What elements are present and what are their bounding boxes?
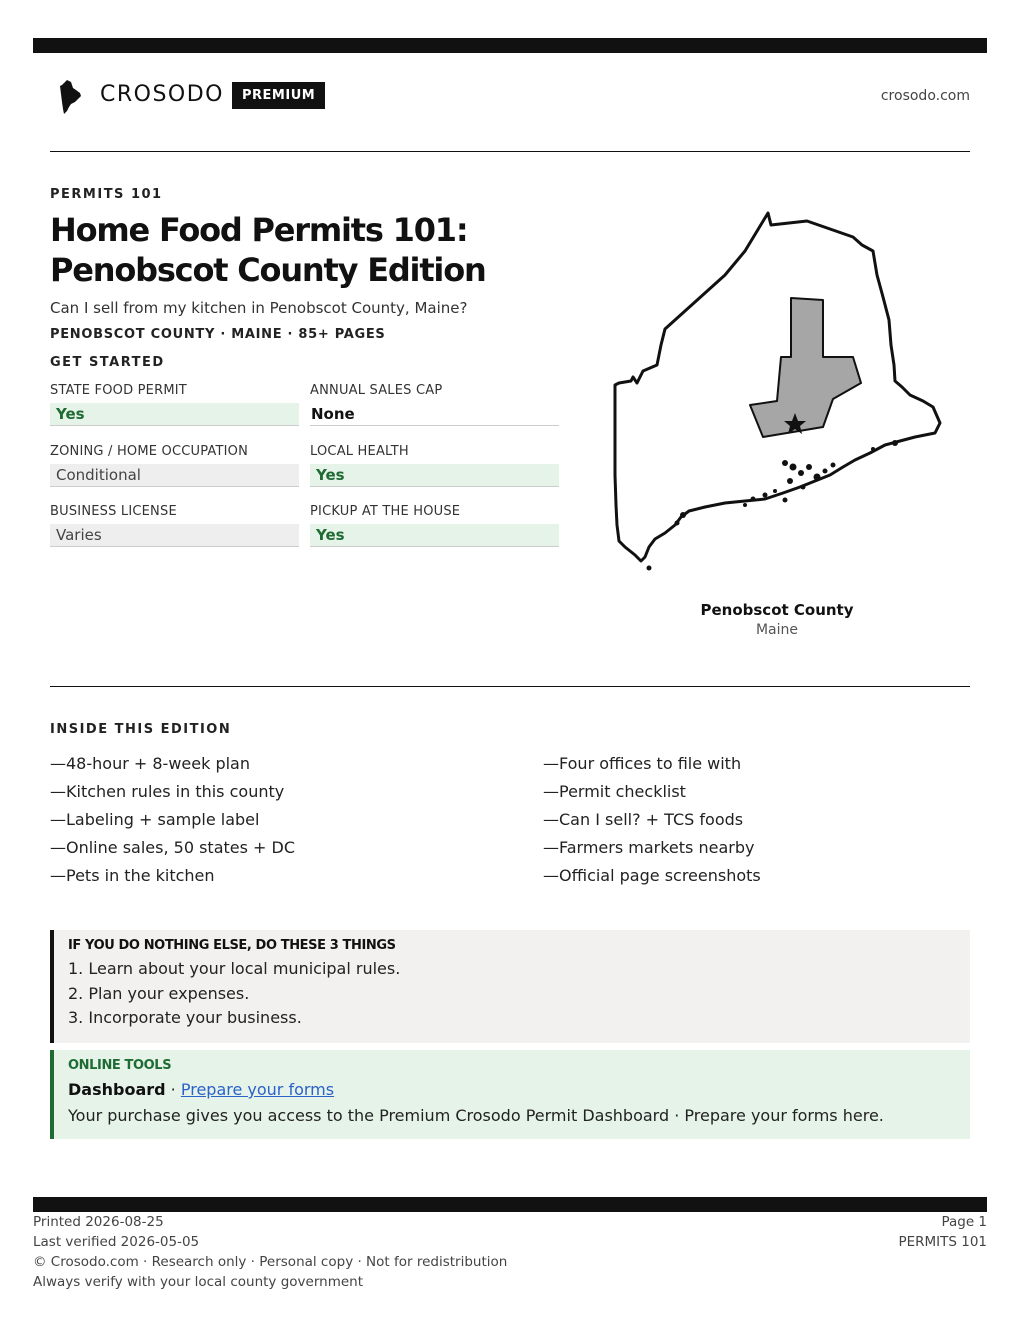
title-line-1: Home Food Permits 101: xyxy=(50,211,468,249)
three-things-callout xyxy=(50,930,970,1043)
printed-date: Printed 2026-08-25 xyxy=(33,1214,164,1230)
brand-name: CROSODO xyxy=(100,82,225,107)
online-tools-callout xyxy=(50,1050,970,1139)
fact-business-license xyxy=(50,504,299,554)
step-item: 2. Plan your expenses. xyxy=(68,983,250,1003)
toc-item: —48-hour + 8-week plan xyxy=(50,754,250,773)
fact-value: Yes xyxy=(50,403,299,426)
footer-right xyxy=(898,1212,987,1252)
page-title xyxy=(50,210,570,290)
section-eyebrow: PERMITS 101 xyxy=(50,187,163,202)
inside-edition-heading: INSIDE THIS EDITION xyxy=(50,722,232,737)
fact-label: STATE FOOD PERMIT xyxy=(50,383,187,398)
header-divider xyxy=(50,151,970,152)
toc-right-column xyxy=(543,750,761,890)
dashboard-line xyxy=(68,1077,958,1103)
prepare-forms-link[interactable]: Prepare your forms xyxy=(180,1080,335,1099)
step-item: 1. Learn about your local municipal rules. xyxy=(68,959,401,978)
fact-value: Conditional xyxy=(50,464,299,487)
toc-item: —Farmers markets nearby xyxy=(543,838,755,857)
fact-pickup-at-house xyxy=(310,504,559,554)
title-line-2: Penobscot County Edition xyxy=(50,251,486,289)
toc-item: —Labeling + sample label xyxy=(50,810,260,829)
fact-value: None xyxy=(310,403,559,426)
online-tools-description: Your purchase gives you access to the Premium Crosodo Permit Dashboard · Prepare your forms here. xyxy=(68,1106,884,1125)
map-county-label: Penobscot County xyxy=(700,601,854,619)
section-divider xyxy=(50,686,970,687)
toc-left-column xyxy=(50,750,295,890)
toc-item: —Four offices to file with xyxy=(543,754,742,773)
fact-label: ZONING / HOME OCCUPATION xyxy=(50,444,249,459)
toc-item: —Permit checklist xyxy=(543,782,686,801)
bottom-bar xyxy=(33,1197,987,1212)
get-started-heading: GET STARTED xyxy=(50,355,165,370)
site-url[interactable]: crosodo.com xyxy=(880,88,970,104)
top-bar xyxy=(33,38,987,53)
copyright-note: © Crosodo.com · Research only · Personal copy · Not for redistribution xyxy=(33,1254,508,1270)
fact-annual-sales-cap xyxy=(310,383,559,433)
fact-local-health xyxy=(310,444,559,494)
brand-header xyxy=(50,78,970,114)
fact-value: Varies xyxy=(50,524,299,547)
fact-label: ANNUAL SALES CAP xyxy=(310,383,443,398)
map-state-label: Maine xyxy=(755,622,799,638)
toc-item: —Pets in the kitchen xyxy=(50,866,215,885)
penobscot-county-shape xyxy=(750,298,861,437)
edition-meta: PENOBSCOT COUNTY · MAINE · 85+ PAGES xyxy=(50,327,386,342)
maine-map xyxy=(605,205,950,575)
fact-state-food-permit xyxy=(50,383,299,433)
fact-zoning-home-occupation xyxy=(50,444,299,494)
coastal-islands xyxy=(647,440,899,571)
toc-item: —Can I sell? + TCS foods xyxy=(543,810,744,829)
separator: · xyxy=(165,1080,181,1099)
verify-note: Always verify with your local county government xyxy=(33,1274,363,1290)
footer-section: PERMITS 101 xyxy=(898,1234,987,1250)
premium-badge: PREMIUM xyxy=(232,82,325,109)
fact-value: Yes xyxy=(310,524,559,547)
fact-label: PICKUP AT THE HOUSE xyxy=(310,504,461,519)
toc-item: —Online sales, 50 states + DC xyxy=(50,838,296,857)
three-things-title: IF YOU DO NOTHING ELSE, DO THESE 3 THINGS xyxy=(68,938,396,953)
footer-left xyxy=(33,1212,507,1292)
page-number: Page 1 xyxy=(941,1214,987,1230)
page-subtitle: Can I sell from my kitchen in Penobscot County, Maine? xyxy=(50,299,468,317)
fact-label: LOCAL HEALTH xyxy=(310,444,409,459)
toc-item: —Kitchen rules in this county xyxy=(50,782,285,801)
step-item: 3. Incorporate your business. xyxy=(68,1008,302,1027)
county-map xyxy=(605,205,950,575)
fact-label: BUSINESS LICENSE xyxy=(50,504,177,519)
toc-item: —Official page screenshots xyxy=(543,866,761,885)
dashboard-label: Dashboard xyxy=(68,1080,166,1099)
online-tools-title: ONLINE TOOLS xyxy=(68,1058,172,1073)
maine-logo-icon xyxy=(58,80,82,114)
fact-value: Yes xyxy=(310,464,559,487)
verified-date: Last verified 2026-05-05 xyxy=(33,1234,200,1250)
